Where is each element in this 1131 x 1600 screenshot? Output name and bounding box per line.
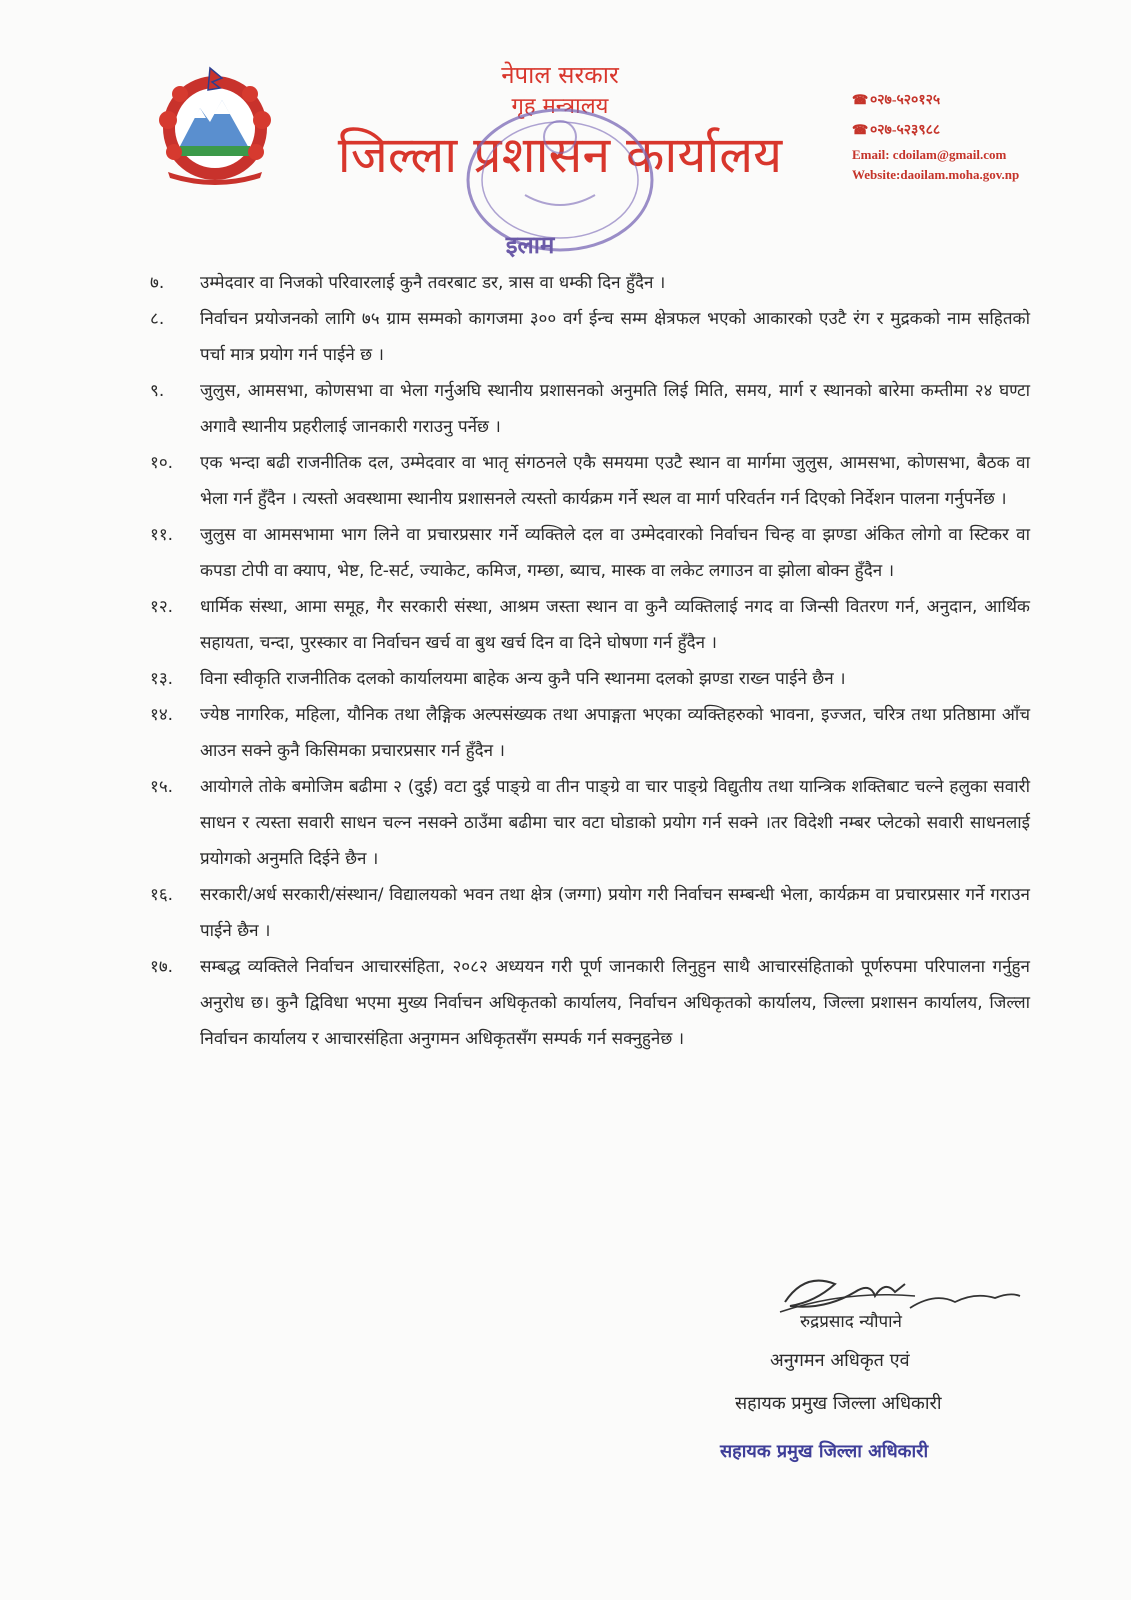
nepal-emblem-icon [150, 60, 280, 190]
telephone-icon: ☎ [852, 122, 869, 137]
item-text: एक भन्दा बढी राजनीतिक दल, उम्मेदवार वा भातृ संगठनले एकै समयमा एउटै स्थान वा मार्गमा जुलुस, आमसभा, कोणसभा, बैठक वा भेला गर्न हुँदैन । त्यस्तो अवस्थामा स्थानीय प्रशासनले त्यस्तो कार्यक्रम गर्ने स्थल वा मार्ग परिवर्तन गर्न दिएको निर्देशन पालना गर्नुपर्नेछ । [200, 453, 1030, 509]
item-text: विना स्वीकृति राजनीतिक दलको कार्यालयमा बाहेक अन्य कुनै पनि स्थानमा दलको झण्डा राख्न पाईने छैन । [200, 669, 846, 689]
item-text: सरकारी/अर्ध सरकारी/संस्थान/ विद्यालयको भवन तथा क्षेत्र (जग्गा) प्रयोग गरी निर्वाचन सम्बन्धी भेला, कार्यक्रम वा प्रचारप्रसार गर्ने गराउन पाईने छैन । [200, 885, 1030, 941]
item-text: जुलुस, आमसभा, कोणसभा वा भेला गर्नुअघि स्थानीय प्रशासनको अनुमति लिई मिति, समय, मार्ग र स्थानको बारेमा कम्तीमा २४ घण्टा अगावै स्थानीय प्रहरीलाई जानकारी गराउनु पर्नेछ । [200, 381, 1030, 437]
list-item [150, 301, 1030, 373]
government-name: नेपाल सरकार [501, 61, 619, 89]
item-number: १७. [150, 957, 174, 977]
list-item [150, 661, 1030, 697]
item-number: १६. [150, 885, 174, 905]
website-address: Website:daoilam.moha.gov.np [852, 167, 1020, 182]
item-number: ९. [150, 381, 165, 401]
phone-line-1 [852, 85, 1112, 115]
email-address: Email: cdoilam@gmail.com [852, 147, 1007, 162]
signer-title-line-2: सहायक प्रमुख जिल्ला अधिकारी [735, 1393, 942, 1414]
item-number: १४. [150, 705, 174, 725]
contact-info [852, 85, 1112, 185]
item-text: निर्वाचन प्रयोजनको लागि ७५ ग्राम सम्मको कागजमा ३०० वर्ग ईन्च सम्म क्षेत्रफल भएको आकारको एउटै रंग र मुद्रकको नाम सहितको पर्चा मात्र प्रयोग गर्न पाईने छ । [200, 309, 1030, 365]
list-item [150, 949, 1030, 1057]
item-text: ज्येष्ठ नागरिक, महिला, यौनिक तथा लैङ्गिक अल्पसंख्यक तथा अपाङ्गता भएका व्यक्तिहरुको भावना, इज्जत, चरित्र तथा प्रतिष्ठामा आँच आउन सक्ने कुनै किसिमका प्रचारप्रसार गर्न हुँदैन । [200, 705, 1030, 761]
list-item [150, 877, 1030, 949]
list-item [150, 769, 1030, 877]
phone-number-2: ०२७-५२३९८८ [870, 123, 941, 138]
stamp-district-label: इलाम [505, 231, 555, 259]
item-number: १५. [150, 777, 174, 797]
item-text: सम्बद्ध व्यक्तिले निर्वाचन आचारसंहिता, २०८२ अध्ययन गरी पूर्ण जानकारी लिनुहुन साथै आचारसंहिताको पूर्णरुपमा परिपालना गर्नुहुन अनुरोध छ। कुनै द्विविधा भएमा मुख्य निर्वाचन अधिकृतको कार्यालय, निर्वाचन अधिकृतको कार्यालय, जिल्ला प्रशासन कार्यालय, जिल्ला निर्वाचन कार्यालय र आचारसंहिता अनुगमन अधिकृतसँग सम्पर्क गर्न सक्नुहुनेछ । [200, 957, 1030, 1049]
item-number: ८. [150, 309, 165, 329]
phone-number-1: ०२७-५२०१२५ [870, 93, 941, 108]
office-name: जिल्ला प्रशासन कार्यालय [337, 126, 783, 184]
item-number: १३. [150, 669, 174, 689]
designation-stamp: सहायक प्रमुख जिल्ला अधिकारी [720, 1441, 929, 1462]
item-text: धार्मिक संस्था, आमा समूह, गैर सरकारी संस्था, आश्रम जस्ता स्थान वा कुनै व्यक्तिलाई नगद वा जिन्सी वितरण गर्न, अनुदान, आर्थिक सहायता, चन्दा, पुरस्कार वा निर्वाचन खर्च वा बुथ खर्च दिन वा दिने घोषणा गर्न हुँदैन । [200, 597, 1030, 653]
item-text: उम्मेदवार वा निजको परिवारलाई कुनै तवरबाट डर, त्रास वा धम्की दिन हुँदैन । [200, 273, 666, 293]
item-number: १२. [150, 597, 174, 617]
telephone-icon: ☎ [852, 92, 869, 107]
item-number: ११. [150, 525, 174, 545]
signer-title-line-1: अनुगमन अधिकृत एवं [770, 1350, 910, 1371]
item-text: आयोगले तोके बमोजिम बढीमा २ (दुई) वटा दुई पाङ्ग्रे वा तीन पाङ्ग्रे वा चार पाङ्ग्रे विद्युतीय तथा यान्त्रिक शक्तिबाट चल्ने हलुका सवारी साधन र त्यस्ता सवारी साधन चल्न नसक्ने ठाउँमा बढीमा चार वटा घोडाको प्रयोग गर्न सक्ने ।तर विदेशी नम्बर प्लेटको सवारी साधनलाई प्रयोगको अनुमति दिईने छैन । [200, 777, 1030, 869]
item-text: जुलुस वा आमसभामा भाग लिने वा प्रचारप्रसार गर्ने व्यक्तिले दल वा उम्मेदवारको निर्वाचन चिन्ह वा झण्डा अंकित लोगो वा स्टिकर वा कपडा टोपी वा क्याप, भेष्ट, टि-सर्ट, ज्याकेट, कमिज, गम्छा, ब्याच, मास्क वा लकेट लगाउन वा झोला बोक्न हुँदैन । [200, 525, 1030, 581]
phone-line-2 [852, 115, 1112, 145]
list-item [150, 445, 1030, 517]
list-item [150, 265, 1030, 301]
rules-list [150, 265, 1030, 1057]
list-item [150, 697, 1030, 769]
list-item [150, 373, 1030, 445]
item-number: १०. [150, 453, 174, 473]
ministry-name: गृह मन्त्रालय [511, 94, 609, 119]
list-item [150, 517, 1030, 589]
item-number: ७. [150, 273, 165, 293]
list-item [150, 589, 1030, 661]
signer-name: रुद्रप्रसाद न्यौपाने [800, 1312, 902, 1332]
